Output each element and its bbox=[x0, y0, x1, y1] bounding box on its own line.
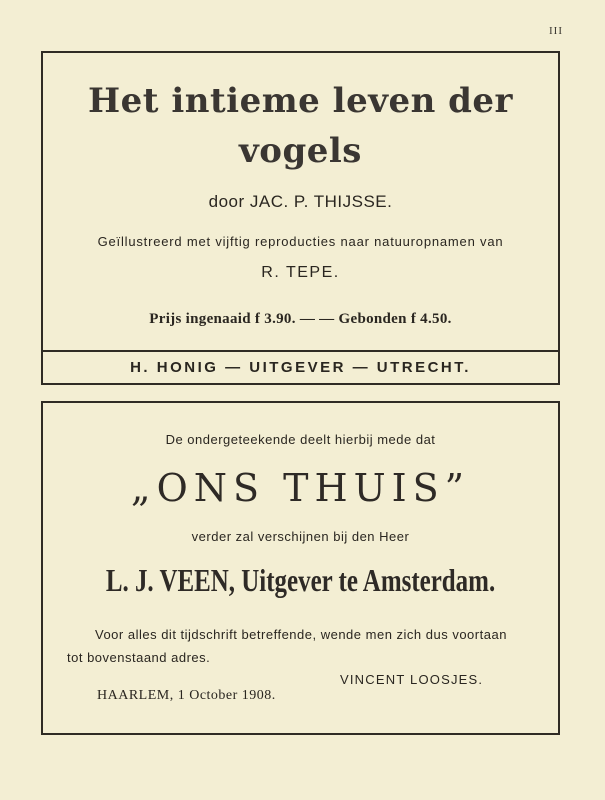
announcement-intro: De ondergeteekende deelt hierbij mede dat bbox=[165, 432, 436, 447]
page-number: III bbox=[549, 25, 563, 37]
magazine-announcement bbox=[41, 401, 560, 735]
magazine-title: „ONS THUIS” bbox=[130, 466, 471, 510]
illustrator-name: R. TEPE. bbox=[261, 264, 340, 281]
book-title-line2: vogels bbox=[239, 131, 362, 171]
book-advertisement bbox=[41, 51, 560, 385]
signature: VINCENT LOOSJES. bbox=[340, 672, 484, 687]
publisher-divider bbox=[43, 350, 558, 352]
illustration-note: Geïllustreerd met vijftig reproducties naar natuuropnamen van bbox=[97, 234, 504, 249]
place-date: HAARLEM, 1 October 1908. bbox=[97, 688, 276, 703]
book-title-line1: Het intieme leven der bbox=[88, 81, 513, 121]
new-publisher: L. J. VEEN, Uitgever te Amsterdam. bbox=[105, 562, 496, 598]
book-author: door JAC. P. THIJSSE. bbox=[208, 192, 393, 211]
body-line-1: Voor alles dit tijdschrift betreffende, wende men zich dus voortaan bbox=[95, 627, 507, 642]
body-line-2: tot bovenstaand adres. bbox=[67, 650, 211, 665]
book-price: Prijs ingenaaid f 3.90. — — Gebonden f 4.50. bbox=[149, 311, 452, 327]
announcement-continuation: verder zal verschijnen bij den Heer bbox=[191, 529, 410, 544]
publisher-line: H. HONIG — UITGEVER — UTRECHT. bbox=[130, 359, 471, 376]
